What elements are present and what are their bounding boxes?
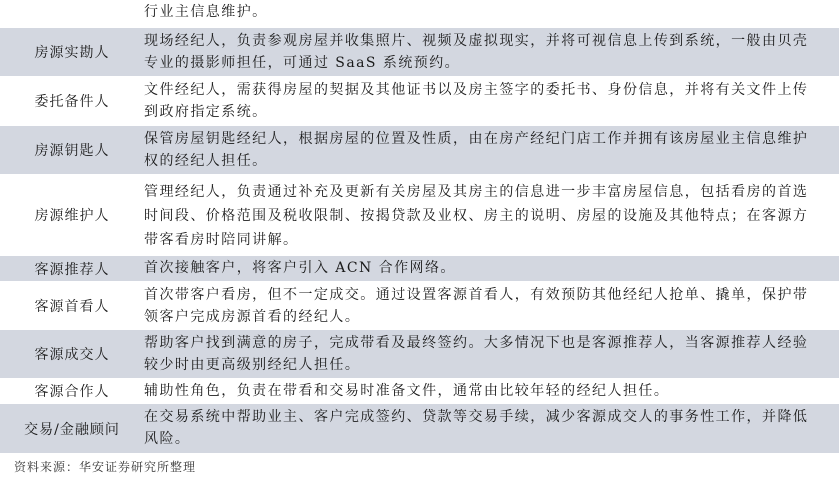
role-cell: 房源钥匙人 [0, 126, 140, 174]
description-line: 首次接触客户，将客户引入 ACN 合作网络。 [144, 260, 456, 276]
description-line: 领客户完成房源首看的经纪人。 [144, 309, 361, 325]
description-line: 较少时由更高级别经纪人担任。 [144, 357, 361, 373]
description-cell [140, 28, 839, 76]
description-line: 帮助客户找到满意的房子，完成带看及最终签约。大多情况下也是客源推荐人，当客源推荐人经验 [144, 335, 809, 351]
role-cell: 客源推荐人 [0, 256, 140, 281]
role-cell: 客源成交人 [0, 330, 140, 378]
table-row [0, 77, 839, 126]
description-cell [140, 126, 839, 174]
table-row [0, 379, 839, 404]
source-note: 资料来源：华安证券研究所整理 [14, 460, 197, 474]
description-line: 专业的摄影师担任，可通过 SaaS 系统预约。 [144, 55, 461, 71]
table-row [0, 0, 839, 28]
description-line: 行业主信息维护。 [144, 4, 268, 20]
description-line: 风险。 [144, 431, 191, 447]
role-cell: 客源合作人 [34, 384, 110, 400]
description-line: 首次带客户看房，但不一定成交。通过设置客源首看人，有效预防其他经纪人抢单、撬单，保护带 [144, 287, 809, 303]
role-cell: 房源维护人 [34, 208, 110, 224]
description-cell [140, 379, 839, 403]
role-cell [0, 0, 140, 27]
table-row [0, 256, 839, 282]
table-row [0, 404, 839, 454]
role-cell: 委托备件人 [34, 94, 110, 110]
description-line: 权的经纪人担任。 [144, 153, 268, 169]
description-line: 现场经纪人，负责参观房屋并收集照片、视频及虚拟现实，并将可视信息上传到系统，一般由贝壳 [144, 33, 809, 49]
description-cell [140, 404, 839, 453]
description-cell [140, 256, 839, 281]
role-cell: 房源实勘人 [0, 28, 140, 76]
description-line: 文件经纪人，需获得房屋的契据及其他证书以及房主签字的委托书、身份信息，并将有关文件上传 [144, 82, 809, 98]
description-line: 时间段、价格范围及税收限制、按揭贷款及业权、房主的说明、房屋的设施及其他特点；在客源方 [144, 208, 809, 224]
description-cell [140, 330, 839, 378]
description-line: 在交易系统中帮助业主、客户完成签约、贷款等交易手续，减少客源成交人的事务性工作，并降低 [144, 409, 809, 425]
description-line: 保管房屋钥匙经纪人，根据房屋的位置及性质，由在房产经纪门店工作并拥有该房屋业主信息维护 [144, 131, 809, 147]
role-cell: 客源首看人 [34, 298, 110, 315]
description-line: 辅助性角色，负责在带看和交易时准备文件，通常由比较年轻的经纪人担任。 [144, 383, 670, 399]
table-row [0, 126, 839, 175]
role-cell: 交易/金融顾问 [0, 404, 140, 453]
description-cell [140, 0, 839, 27]
description-line: 管理经纪人，负责通过补充及更新有关房屋及其房主的信息进一步丰富房屋信息，包括看房的首选 [144, 184, 809, 200]
table-row [0, 175, 839, 256]
table-row [0, 28, 839, 77]
table-row [0, 330, 839, 379]
description-cell [140, 282, 839, 329]
description-cell [140, 77, 839, 125]
description-cell [140, 175, 839, 255]
table-row [0, 282, 839, 330]
description-line: 带客看房时陪同讲解。 [144, 232, 299, 248]
description-line: 到政府指定系统。 [144, 104, 268, 120]
